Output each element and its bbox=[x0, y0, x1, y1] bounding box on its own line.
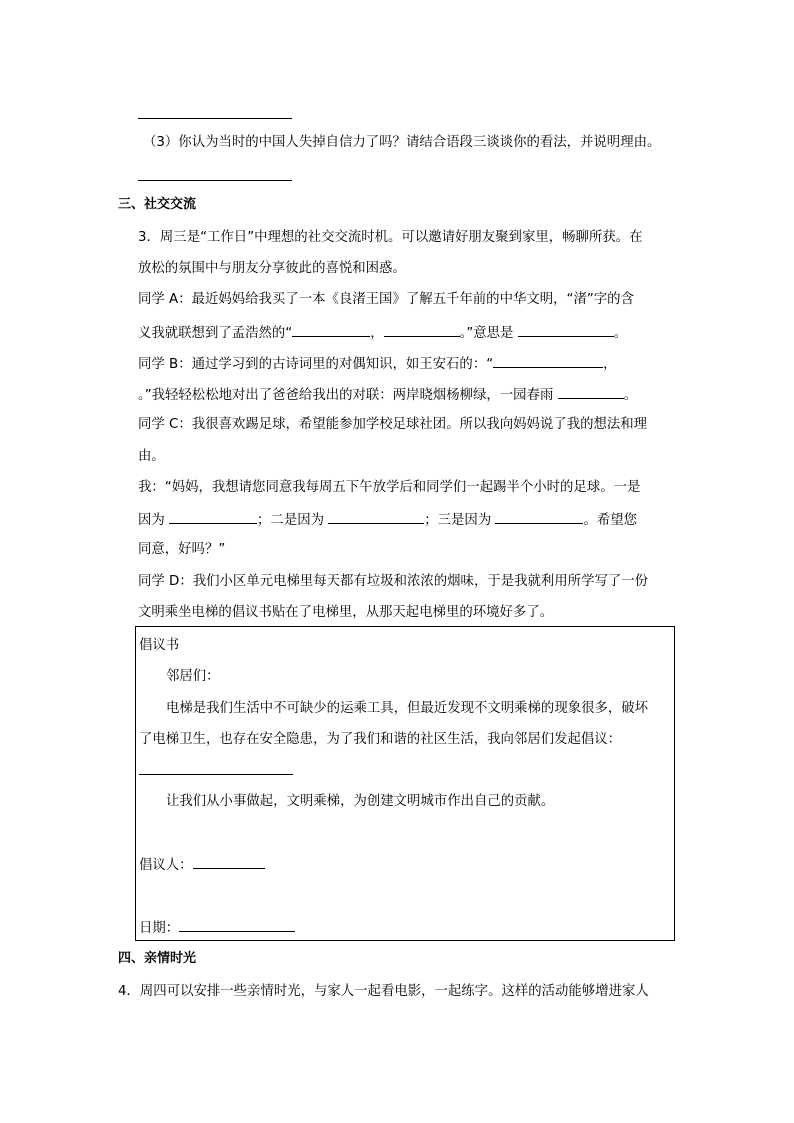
poem-blank-1[interactable] bbox=[292, 322, 370, 337]
antithesis-blank[interactable] bbox=[493, 353, 603, 368]
meaning-blank[interactable] bbox=[518, 322, 614, 337]
reason-label: 因为 bbox=[138, 513, 165, 528]
period-text: 。 bbox=[613, 326, 628, 341]
student-a-line-2 bbox=[138, 322, 627, 342]
hope-text: 。希望您 bbox=[583, 513, 638, 528]
reason-blank-1[interactable] bbox=[169, 509, 257, 524]
student-a-text: 义我就联想到了孟浩然的“ bbox=[138, 326, 293, 341]
proposal-title: 倡议书 bbox=[139, 638, 180, 653]
period-text: 。 bbox=[623, 388, 638, 403]
student-d-line-2: 文明乘坐电梯的倡议书贴在了电梯里，从那天起电梯里的环境好多了。 bbox=[138, 605, 554, 620]
reason-blank-2[interactable] bbox=[328, 509, 424, 524]
question-3-line-1: 3．周三是“工作日”中理想的社交交流时机。可以邀请好朋友聚到家里，畅聊所获。在 bbox=[138, 230, 643, 245]
reason-label: ；三是因为 bbox=[424, 513, 492, 528]
proposal-greeting: 邻居们： bbox=[166, 669, 220, 684]
proposal-body-line-1: 电梯是我们生活中不可缺少的运乘工具，但最近发现不文明乘梯的现象很多，破坏 bbox=[166, 701, 649, 716]
student-a-meaning-text: 。”意思是 bbox=[459, 326, 514, 341]
student-a-line-1: 同学 A：最近妈妈给我买了一本《良渚王国》了解五千年前的中华文明，“渚”字的含 bbox=[138, 292, 634, 307]
student-b-text: 同学 B：通过学习到的古诗词里的对偶知识，如王安石的：“ bbox=[138, 357, 494, 372]
student-c-line-2: 由。 bbox=[138, 449, 165, 464]
answer-blank-line[interactable] bbox=[138, 180, 292, 181]
question-item-3: （3）你认为当时的中国人失掉自信力了吗？请结合语段三谈谈你的看法，并说明理由。 bbox=[143, 135, 661, 150]
answer-blank-line[interactable] bbox=[138, 118, 292, 119]
proposal-content-blank[interactable] bbox=[139, 774, 293, 775]
signer-line bbox=[139, 854, 265, 874]
proposal-box bbox=[135, 626, 675, 941]
signer-blank[interactable] bbox=[193, 854, 265, 869]
question-3-line-2: 放松的氛围中与朋友分享彼此的喜悦和困惑。 bbox=[138, 261, 406, 276]
poem-blank-2[interactable] bbox=[384, 322, 460, 337]
student-b-line-2 bbox=[138, 384, 637, 404]
date-blank[interactable] bbox=[179, 917, 295, 932]
section-heading-family: 四、亲情时光 bbox=[118, 951, 197, 966]
reason-label: ；二是因为 bbox=[257, 513, 324, 528]
student-b-line-1 bbox=[138, 353, 617, 373]
student-d-line-1: 同学 D：我们小区单元电梯里每天都有垃圾和浓浓的烟味，于是我就利用所学写了一份 bbox=[138, 574, 649, 589]
student-c-line-1: 同学 C：我很喜欢踢足球，希望能参加学校足球社团。所以我向妈妈说了我的想法和理 bbox=[138, 417, 648, 432]
reason-blank-3[interactable] bbox=[495, 509, 583, 524]
student-b-couplet-text: 。”我轻轻松松地对出了爸爸给我出的对联：两岸晓烟杨柳绿，一园春雨 bbox=[138, 388, 554, 403]
comma-text: ， bbox=[370, 326, 384, 341]
date-line bbox=[139, 917, 295, 937]
comma-text: ， bbox=[603, 357, 617, 372]
question-4-line-1: 4．周四可以安排一些亲情时光，与家人一起看电影，一起练字。这样的活动能够增进家人 bbox=[118, 984, 649, 999]
couplet-blank[interactable] bbox=[558, 384, 624, 399]
proposal-closing: 让我们从小事做起，文明乘梯，为创建文明城市作出自己的贡献。 bbox=[166, 794, 555, 809]
proposal-body-line-2: 了电梯卫生，也存在安全隐患，为了我们和谐的社区生活，我向邻居们发起倡议： bbox=[139, 732, 622, 747]
me-line-2 bbox=[138, 509, 637, 529]
me-line-1: 我：“妈妈，我想请您同意我每周五下午放学后和同学们一起踢半个小时的足球。一是 bbox=[138, 480, 641, 495]
me-line-3: 同意，好吗？” bbox=[138, 542, 226, 557]
section-heading-social: 三、社交交流 bbox=[118, 197, 197, 212]
signer-label: 倡议人： bbox=[139, 858, 193, 873]
date-label: 日期： bbox=[139, 921, 180, 936]
